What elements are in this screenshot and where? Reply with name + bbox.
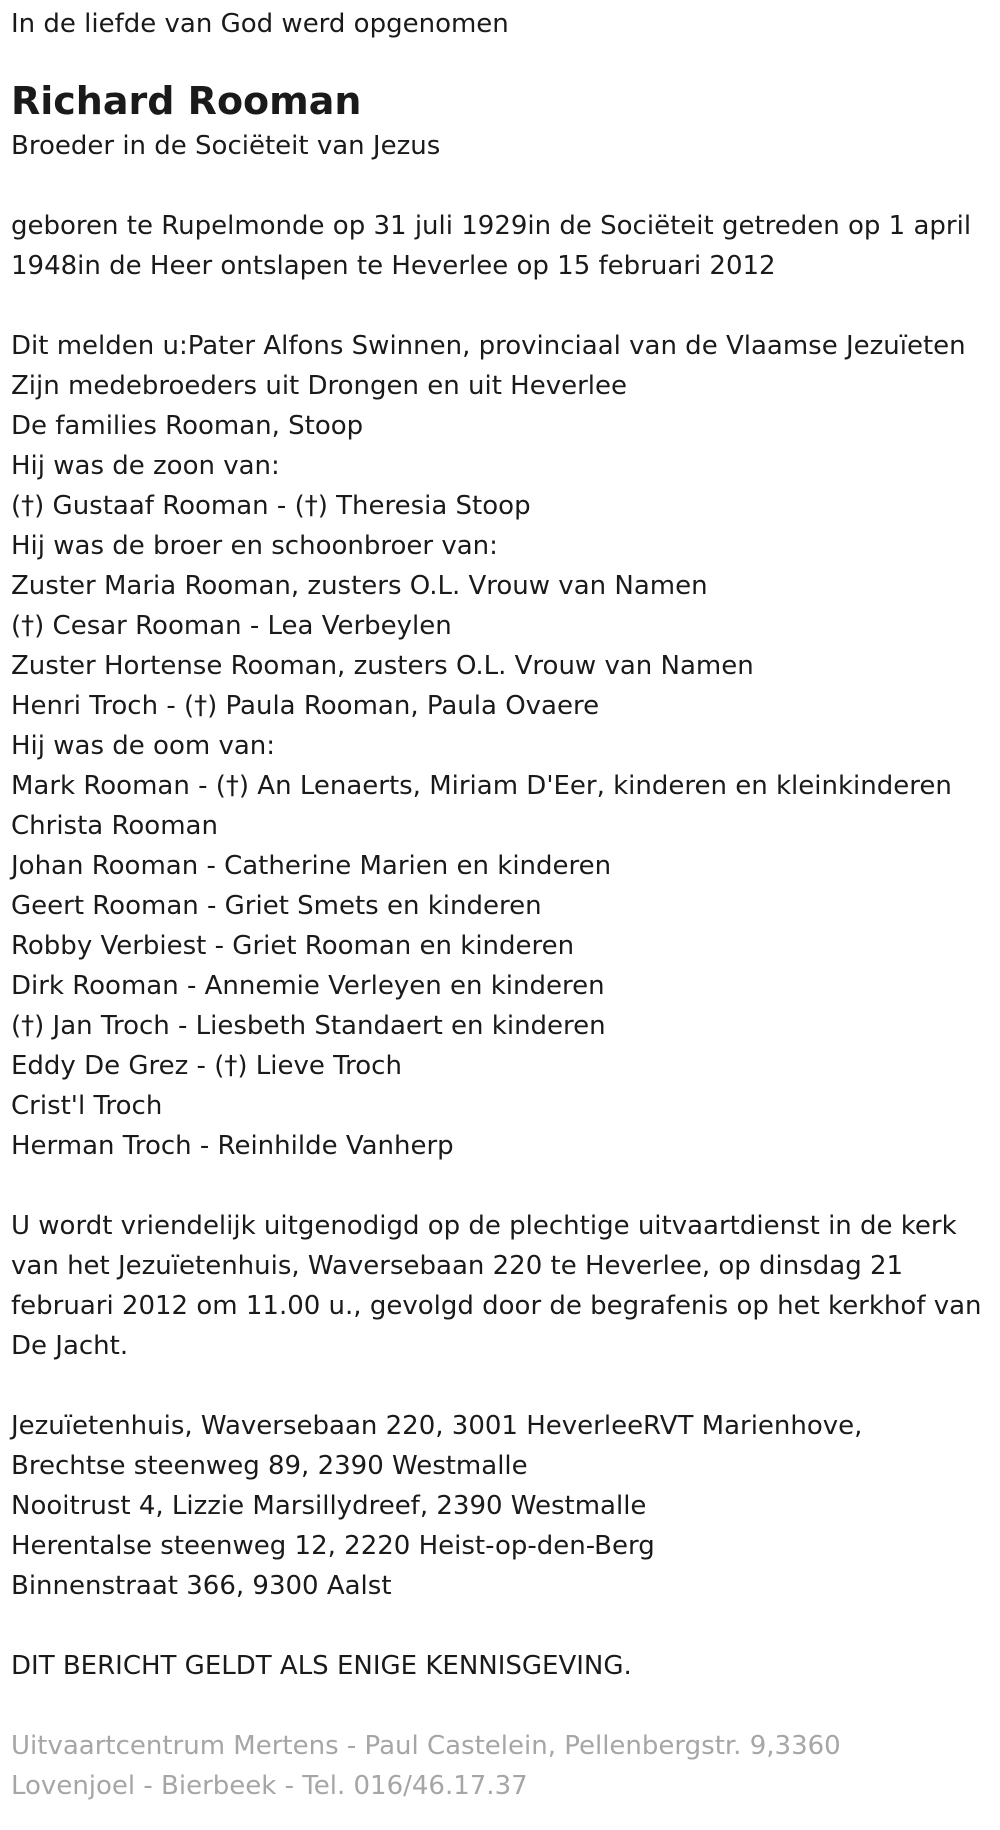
bio-line: 1948in de Heer ontslapen te Heverlee op 15 februari 2012	[11, 251, 776, 281]
family-line: Geert Rooman - Griet Smets en kinderen	[11, 891, 542, 921]
family-line: Johan Rooman - Catherine Marien en kinderen	[11, 851, 612, 881]
family-line: Eddy De Grez - (†) Lieve Troch	[11, 1051, 402, 1081]
family-line: Dirk Rooman - Annemie Verleyen en kinderen	[11, 971, 605, 1001]
family-line: Henri Troch - (†) Paula Rooman, Paula Ovaere	[11, 691, 600, 721]
intro-text: In de liefde van God werd opgenomen	[11, 9, 509, 39]
invitation-line: De Jacht.	[11, 1331, 129, 1361]
invitation-section	[11, 1206, 1000, 1366]
family-section	[11, 326, 1000, 1166]
invitation-line: van het Jezuïetenhuis, Waversebaan 220 te Heverlee, op dinsdag 21	[11, 1251, 904, 1281]
address-line: Jezuïetenhuis, Waversebaan 220, 3001 HeverleeRVT Marienhove,	[11, 1411, 863, 1441]
family-line: Herman Troch - Reinhilde Vanherp	[11, 1131, 454, 1161]
family-line: Robby Verbiest - Griet Rooman en kinderen	[11, 931, 575, 961]
family-line: Zuster Maria Rooman, zusters O.L. Vrouw van Namen	[11, 571, 708, 601]
family-line: Dit melden u:Pater Alfons Swinnen, provinciaal van de Vlaamse Jezuïeten	[11, 331, 966, 361]
invitation-line: februari 2012 om 11.00 u., gevolgd door de begrafenis op het kerkhof van	[11, 1291, 982, 1321]
family-line: Zijn medebroeders uit Drongen en uit Heverlee	[11, 371, 628, 401]
family-line: Hij was de zoon van:	[11, 451, 280, 481]
address-section	[11, 1406, 1000, 1606]
deceased-name: Richard Rooman	[11, 79, 362, 123]
address-line: Binnenstraat 366, 9300 Aalst	[11, 1571, 392, 1601]
family-line: De families Rooman, Stoop	[11, 411, 364, 441]
invitation-line: U wordt vriendelijk uitgenodigd op de plechtige uitvaartdienst in de kerk	[11, 1211, 957, 1241]
family-line: Mark Rooman - (†) An Lenaerts, Miriam D'Eer, kinderen en kleinkinderen	[11, 771, 952, 801]
bio-section	[11, 206, 1000, 286]
family-line: (†) Gustaaf Rooman - (†) Theresia Stoop	[11, 491, 531, 521]
bio-line: geboren te Rupelmonde op 31 juli 1929in de Sociëteit getreden op 1 april	[11, 211, 972, 241]
family-line: Hij was de broer en schoonbroer van:	[11, 531, 498, 561]
address-line: Nooitrust 4, Lizzie Marsillydreef, 2390 Westmalle	[11, 1491, 647, 1521]
family-line: Hij was de oom van:	[11, 731, 275, 761]
family-line: (†) Cesar Rooman - Lea Verbeylen	[11, 611, 452, 641]
footer-line: Uitvaartcentrum Mertens - Paul Castelein, Pellenbergstr. 9,3360	[11, 1731, 841, 1761]
family-line: Zuster Hortense Rooman, zusters O.L. Vrouw van Namen	[11, 651, 754, 681]
funeral-home-footer	[11, 1726, 1000, 1806]
family-line: Christa Rooman	[11, 811, 218, 841]
family-line: Crist'l Troch	[11, 1091, 163, 1121]
deceased-subtitle: Broeder in de Sociëteit van Jezus	[11, 131, 441, 161]
address-line: Brechtse steenweg 89, 2390 Westmalle	[11, 1451, 528, 1481]
notice-text: DIT BERICHT GELDT ALS ENIGE KENNISGEVING.	[11, 1651, 632, 1681]
address-line: Herentalse steenweg 12, 2220 Heist-op-den-Berg	[11, 1531, 655, 1561]
family-line: (†) Jan Troch - Liesbeth Standaert en kinderen	[11, 1011, 606, 1041]
footer-line: Lovenjoel - Bierbeek - Tel. 016/46.17.37	[11, 1771, 528, 1801]
